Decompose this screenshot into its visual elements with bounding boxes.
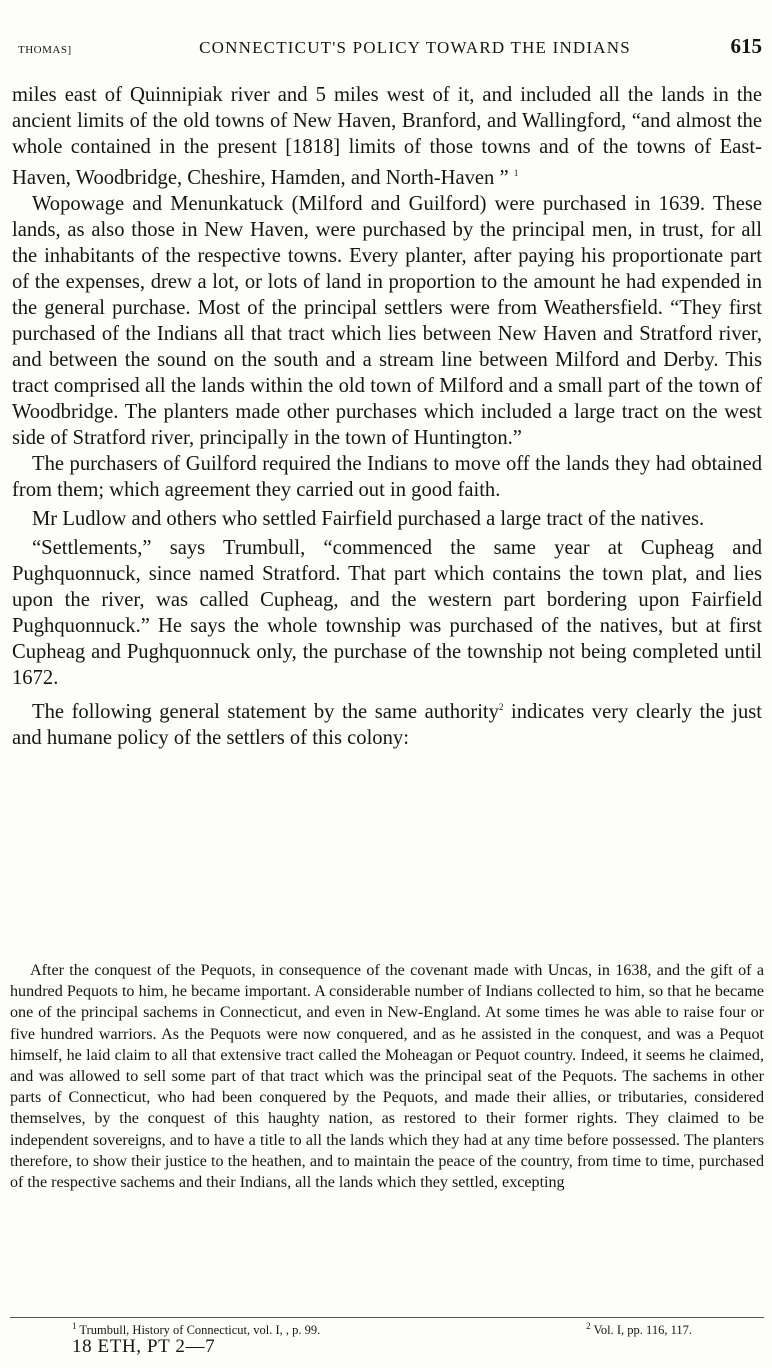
paragraph: Mr Ludlow and others who settled Fairfield purchased a large tract of the natives. [32,507,705,530]
footnote-rule [10,1317,764,1318]
footnote-ref: 1 [513,168,519,178]
signature-mark: 18 ETH, PT 2—7 [72,1336,216,1357]
running-head [18,34,762,64]
footnote-ref: 2 [498,701,504,712]
paragraph: Wopowage and Menunkatuck (Milford and Guilford) were purchased in 1639. These lands, as also those in New Haven, were purchased by the principal men, in trust, for all the inhabitants of the respective towns. Every planter, after paying his proportionate part of the expenses, drew a lot, or lots of land in proportion to the amount he had expended in the general purchase. Most of the principal settlers were from Weathersfield. “They first purchased of the Indians all that tract which lies between New Haven and Stratford river, and between the sound on the south and a stream line between Milford and Derby. This tract comprised all the lands within the old town of Milford and a small part of the town of Woodbridge. The planters made other purchases which included a large tract on the west side of Stratford river, principally in the town of Huntington.” [12,192,762,449]
block-quote [10,960,764,1193]
running-head-title: CONNECTICUT'S POLICY TOWARD THE INDIANS [199,38,631,57]
paragraph: The purchasers of Guilford required the Indians to move off the lands they had obtained from them; which agreement they carried out in good faith. [12,452,762,501]
paragraph: The following general statement by the same authority$^2$ indicates very clearly the just and humane policy of the settlers of this colony: [12,700,762,749]
running-head-author: THOMAS] [18,44,72,56]
footnote: $^2$ Vol. I, pp. 116, 117. [586,1321,692,1338]
body-text [12,82,762,751]
footnote: $^1$ Trumbull, History of Connecticut, vol. I, , p. 99. [72,1321,321,1338]
paragraph: “Settlements,” says Trumbull, “commenced the same year at Cupheag and Pughquonnuck, since named Stratford. That part which contains the town plat, and lies upon the river, was called Cupheag, and the western part bordering upon Fairfield Pughquonnuck.” He says the whole township was purchased of the natives, but at first Cupheag and Pughquonnuck only, the purchase of the township not being completed until 1672. [12,536,762,689]
paragraph: miles east of Quinnipiak river and 5 miles west of it, and included all the lands in the ancient limits of the old towns of New Haven, Branford, and Wallingford, “and almost the whole contained in the present [1818] limits of those towns and of the towns of East-Haven, Woodbridge, Cheshire, Hamden, and North-Haven ” $^1$ [12,84,762,189]
quote-text: After the conquest of the Pequots, in consequence of the covenant made with Uncas, in 1638, and the gift of a hundred Pequots to him, he became important. A considerable number of Indians collected to him, so that he became one of the principal sachems in Connecticut, and even in New-England. At some times he was able to raise four or five hundred warriors. As the Pequots were now conquered, and as he assisted in the conquest, and was a Pequot himself, he laid claim to all that extensive tract called the Moheagan or Pequot country. Indeed, it seems he claimed, and was allowed to sell some part of that tract which was the principal seat of the Pequots. The sachems in other parts of Connecticut, who had been conquered by the Pequots, and made their allies, or tributaries, considered themselves, by the conquest of this haughty nation, as restored to their former rights. They claimed to be independent sovereigns, and to have a title to all the lands which they had at any time before possessed. The planters therefore, to show their justice to the heathen, and to maintain the peace of the country, from time to time, purchased of the respective sachems and their Indians, all the lands which they settled, excepting [10,962,764,1192]
page-number: 615 [730,34,762,58]
